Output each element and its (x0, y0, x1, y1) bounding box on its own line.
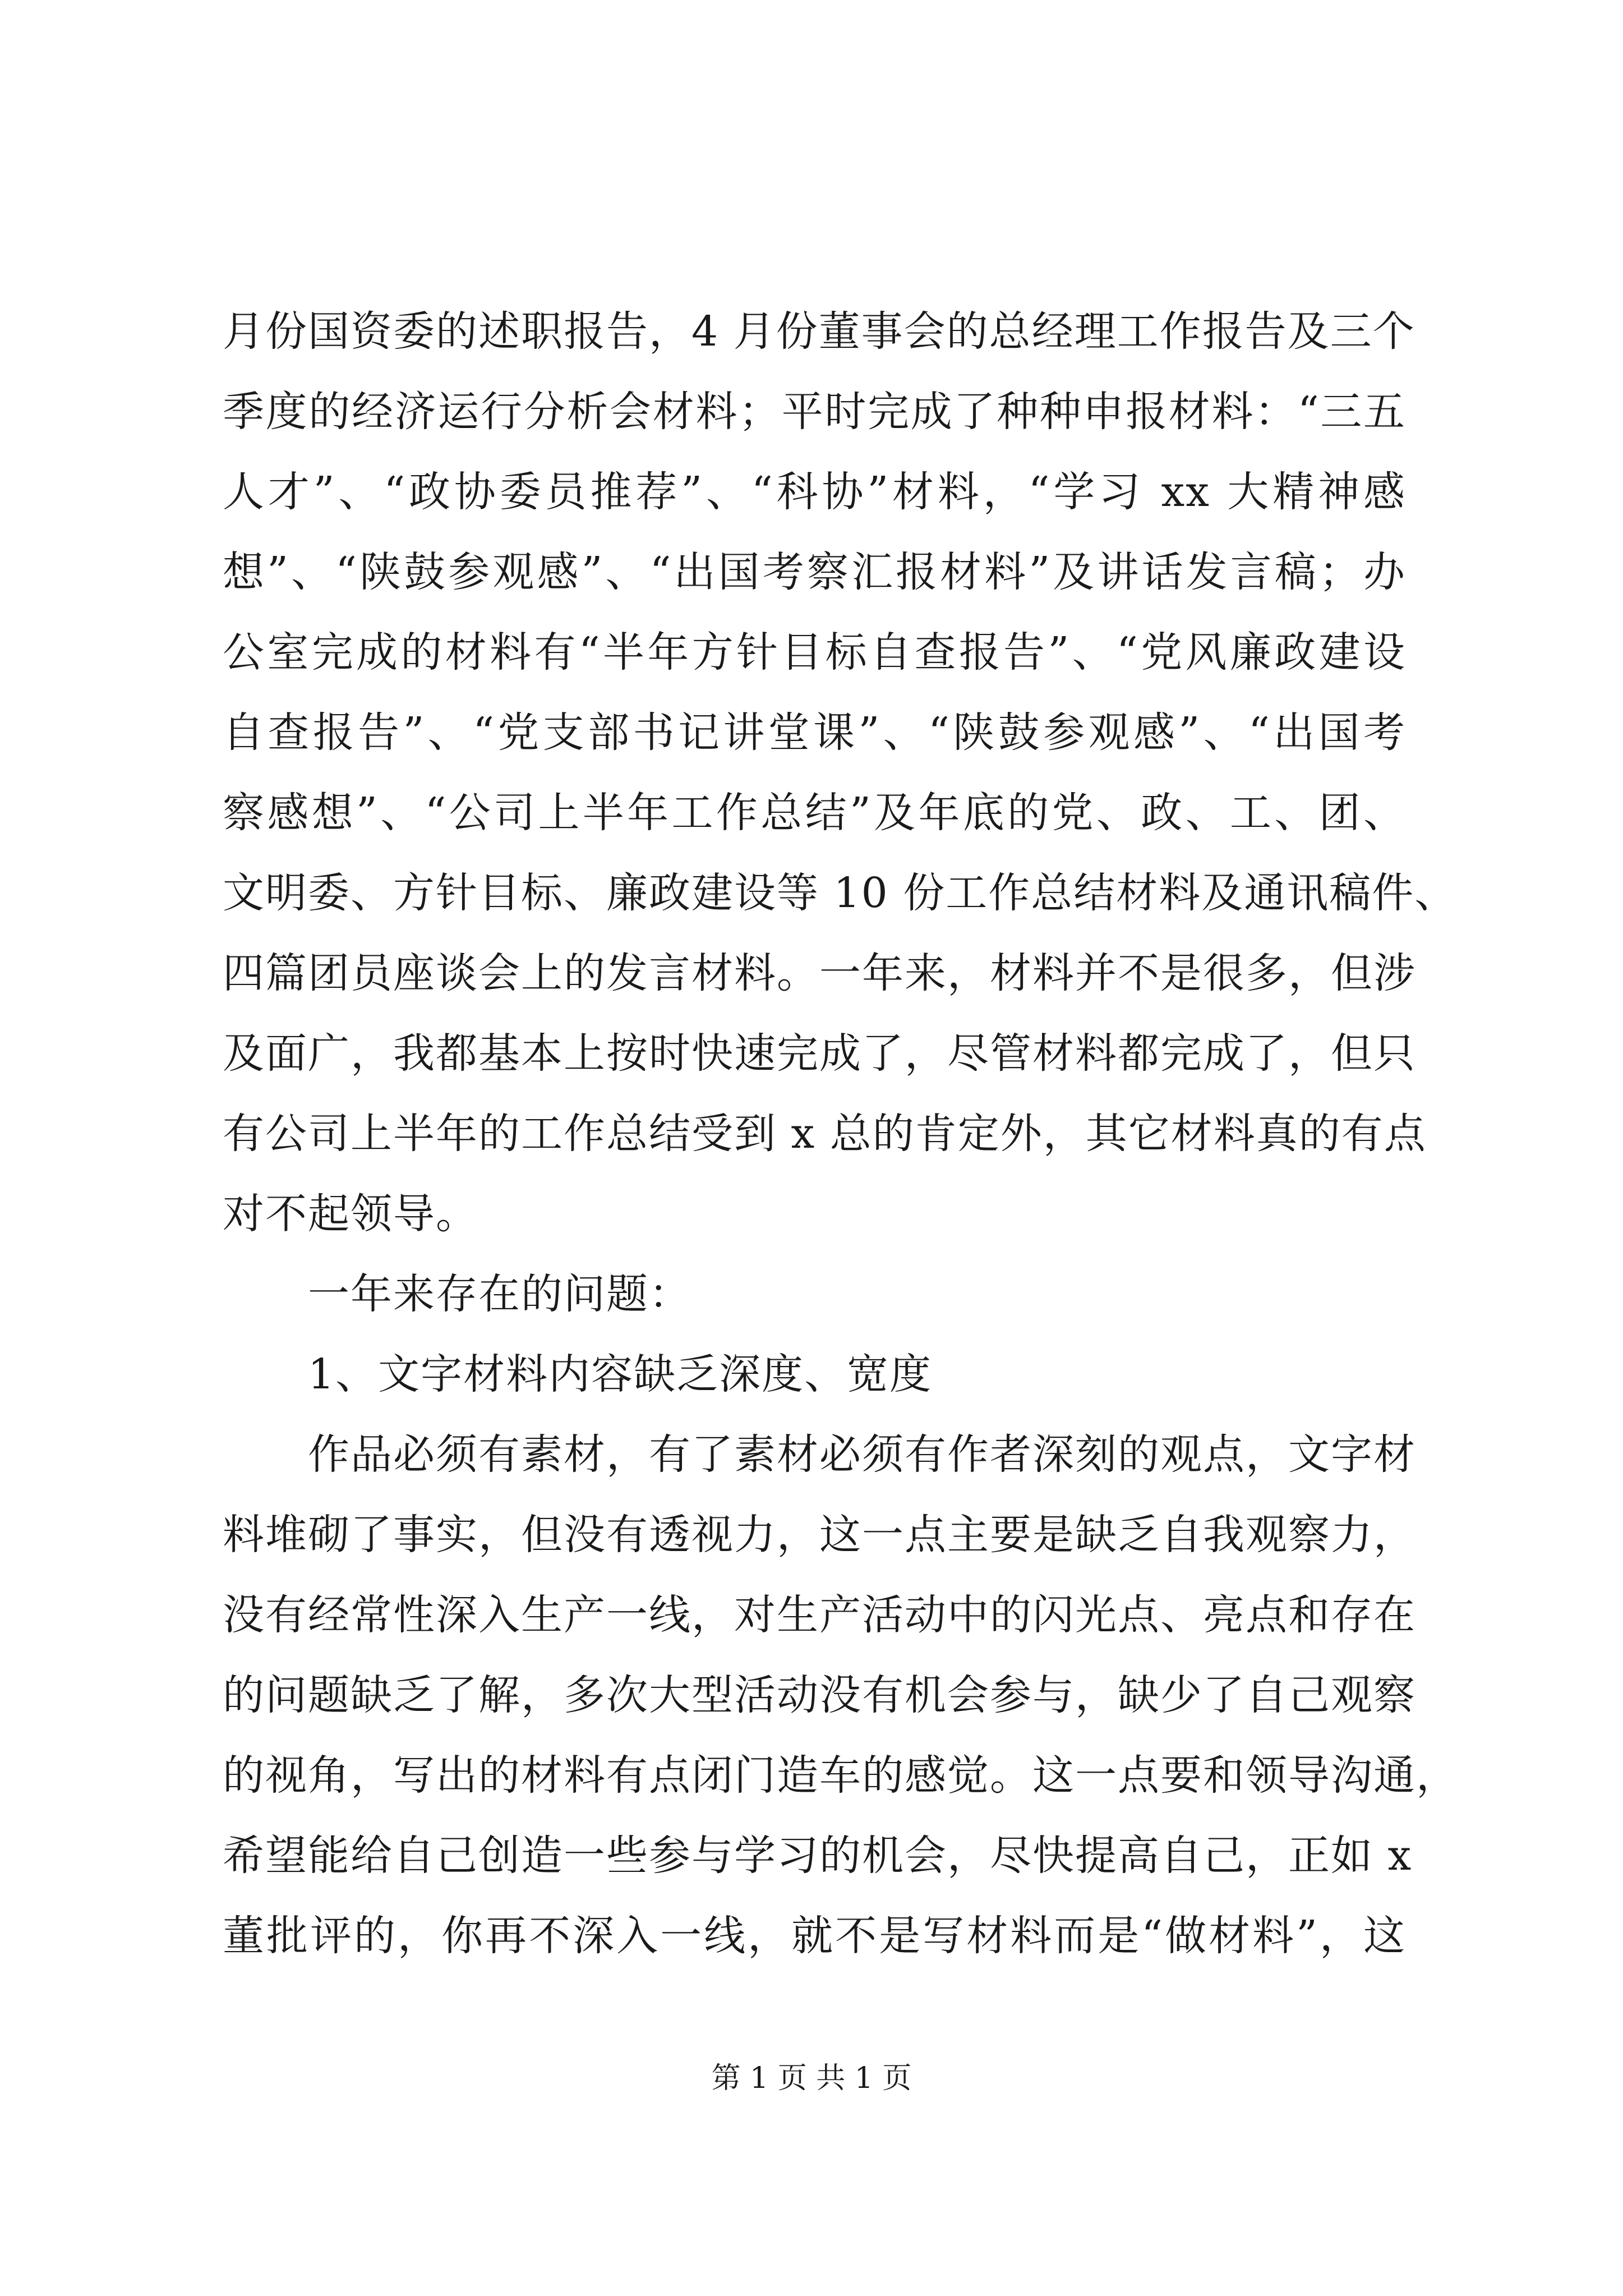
paragraph-line: 作品必须有素材，有了素材必须有作者深刻的观点，文字材 (308, 1430, 1416, 1479)
paragraph-line: 的视角，写出的材料有点闭门造车的感觉。这一点要和领导沟通， (223, 1751, 1459, 1800)
paragraph-line: 文明委、方针目标、廉政建设等 10 份工作总结材料及通讯稿件、 (223, 869, 1458, 917)
paragraph-line: 月份国资委的述职报告，4 月份董事会的总经理工作报告及三个 (223, 307, 1415, 356)
paragraph-line: 对不起领导。 (223, 1190, 478, 1238)
page-number-label: 第 1 页 共 1 页 (711, 2062, 912, 2095)
paragraph-line: 想”、“陕鼓参观感”、“出国考察汇报材料”及讲话发言稿；办 (223, 548, 1406, 596)
paragraph-line: 希望能给自己创造一些参与学习的机会，尽快提高自己，正如 x (223, 1832, 1413, 1880)
paragraph-line: 没有经常性深入生产一线，对生产活动中的闪光点、亮点和存在 (223, 1591, 1416, 1639)
paragraph-line: 及面广，我都基本上按时快速完成了，尽管材料都完成了，但只 (223, 1029, 1416, 1078)
subsection-heading: 1、文字材料内容缺乏深度、宽度 (308, 1350, 933, 1398)
paragraph-line: 察感想”、“公司上半年工作总结”及年底的党、政、工、团、 (223, 789, 1406, 837)
paragraph-line: 公室完成的材料有“半年方针目标自查报告”、“党风廉政建设 (223, 628, 1406, 677)
paragraph-line: 人才”、“政协委员推荐”、“科协”材料，“学习 xx 大精神感 (223, 468, 1406, 516)
section-heading: 一年来存在的问题： (308, 1270, 691, 1318)
paragraph-line: 料堆砌了事实，但没有透视力，这一点主要是缺乏自我观察力， (223, 1511, 1416, 1559)
paragraph-line: 有公司上半年的工作总结受到 x 总的肯定外，其它材料真的有点 (223, 1110, 1427, 1158)
paragraph-line: 季度的经济运行分析会材料；平时完成了种种申报材料：“三五 (223, 388, 1406, 436)
paragraph-line: 自查报告”、“党支部书记讲堂课”、“陕鼓参观感”、“出国考 (223, 708, 1406, 757)
document-body (223, 292, 1459, 1976)
page-footer (0, 2059, 1623, 2098)
paragraph-line: 的问题缺乏了解，多次大型活动没有机会参与，缺少了自己观察 (223, 1671, 1416, 1719)
paragraph-line: 四篇团员座谈会上的发言材料。一年来，材料并不是很多，但涉 (223, 949, 1416, 997)
paragraph-line: 董批评的，你再不深入一线，就不是写材料而是“做材料”，这 (223, 1912, 1406, 1960)
